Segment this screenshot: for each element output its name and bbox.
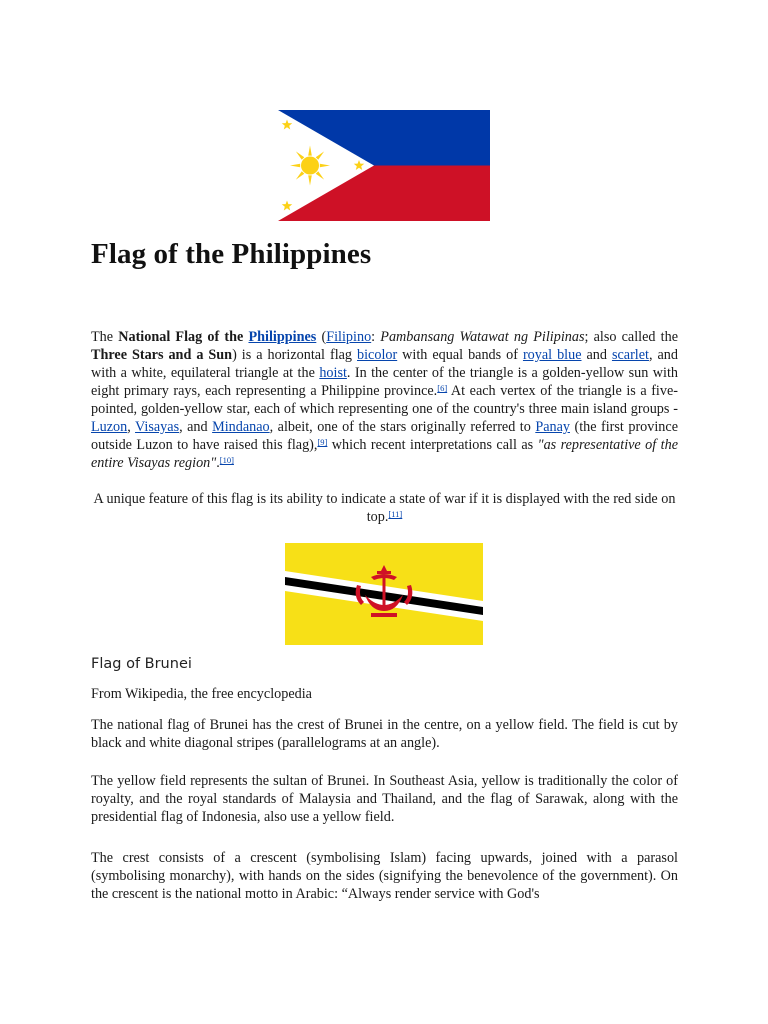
link-mindanao[interactable]: Mindanao bbox=[212, 419, 270, 435]
citation-10[interactable]: [10] bbox=[219, 455, 234, 465]
link-bicolor[interactable]: bicolor bbox=[357, 347, 398, 363]
citation-11[interactable]: [11] bbox=[388, 509, 403, 519]
brunei-flag-image bbox=[285, 543, 483, 645]
link-hoist[interactable]: hoist bbox=[319, 365, 347, 381]
link-panay[interactable]: Panay bbox=[535, 419, 570, 435]
philippines-flag-image bbox=[278, 110, 490, 221]
link-filipino[interactable]: Filipino bbox=[326, 329, 372, 345]
link-philippines[interactable]: Philippines bbox=[248, 329, 317, 345]
wikipedia-attribution: From Wikipedia, the free encyclopedia bbox=[91, 686, 312, 702]
brunei-paragraph-3: The crest consists of a crescent (symbolising Islam) facing upwards, joined with a parasol (symbolising monarchy), with hands on the sides (signifying the benevolence of the government). On the crescent is the national motto in Arabic: “Always render service with God's bbox=[91, 850, 678, 902]
link-scarlet[interactable]: scarlet bbox=[611, 347, 649, 363]
philippines-flag-description: The National Flag of the Philippines (Filipino: Pambansang Watawat ng Pilipinas; also called the Three Stars and a Sun) is a horizontal flag bicolor with equal bands of royal blue and scarlet, and with a white, equilateral triangle at the hoist. In the center of the triangle is a golden-yellow sun with eight primary rays, each representing a Philippine province.[6] At each vertex of the triangle is a five-pointed, golden-yellow star, each of which representing one of the country's three main island groups - Luzon, Visayas, and Mindanao, albeit, one of the stars originally referred to Panay (the first province outside Luzon to have raised this flag),[9] which recent interpretations call as "as representative of the entire Visayas region".[10] bbox=[91, 329, 679, 471]
citation-6[interactable]: [6] bbox=[437, 383, 448, 393]
page-title: Flag of the Philippines bbox=[91, 238, 372, 270]
link-royal-blue[interactable]: royal blue bbox=[522, 347, 582, 363]
brunei-paragraph-1: The national flag of Brunei has the crest of Brunei in the centre, on a yellow field. The field is cut by black and white diagonal stripes (parallelograms at an angle). bbox=[91, 717, 678, 751]
war-state-note: A unique feature of this flag is its ability to indicate a state of war if it is displayed with the red side on top.[11] bbox=[93, 491, 676, 525]
link-luzon[interactable]: Luzon bbox=[91, 419, 128, 435]
link-visayas[interactable]: Visayas bbox=[135, 419, 180, 435]
citation-9[interactable]: [9] bbox=[317, 437, 328, 447]
section-heading-brunei: Flag of Brunei bbox=[91, 656, 192, 672]
brunei-paragraph-2: The yellow field represents the sultan of Brunei. In Southeast Asia, yellow is traditionally the color of royalty, and the royal standards of Malaysia and Thailand, and the flag of Sarawak, along with the presidential flag of Indonesia, also use a yellow field. bbox=[91, 773, 678, 825]
